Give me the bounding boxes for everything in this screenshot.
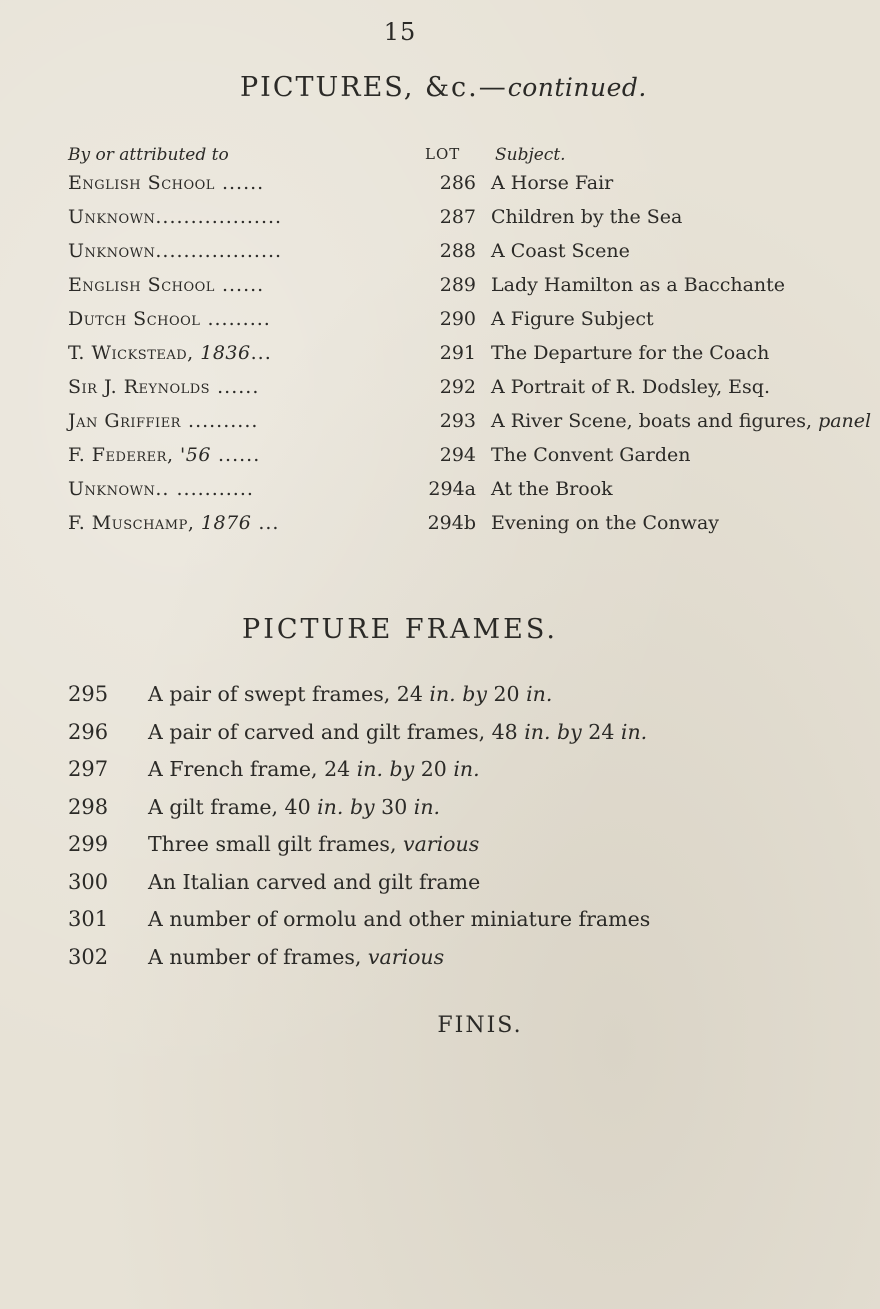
frame-description [148,795,440,819]
artist-label: English School [68,274,215,296]
leader-dots: ...... [214,274,265,296]
page-number: 15 [383,18,417,46]
picture-subject [491,172,613,194]
subject-text: At the Brook [491,478,613,500]
lot-number: 289 [439,274,476,296]
frame-unit: various [403,832,480,856]
subject-text: A Horse Fair [491,172,614,194]
subject-text: The Convent Garden [491,444,691,466]
lot-number: 294 [439,444,476,466]
lot-number: 286 [439,172,476,194]
subject-text: A Portrait of R. Dodsley, Esq. [491,376,771,398]
artist-year: '56 [173,444,211,466]
artist-label: English School [68,172,215,194]
artist-name [68,274,328,296]
subject-text: A Coast Scene [491,240,630,262]
leader-dots: ...... [210,444,261,466]
section-title [240,72,647,103]
artist-name [68,512,328,534]
lot-number: 290 [439,308,476,330]
frame-text: 20 [414,757,454,781]
artist-label: Unknown [68,240,156,262]
picture-frames-title: PICTURE FRAMES. [242,614,558,645]
frame-text: An Italian carved and gilt frame [148,869,481,894]
frame-description [148,757,480,781]
subject-text: A Figure Subject [491,308,654,330]
frame-unit: in. [620,719,648,744]
artist-label: Sir J. Reynolds [68,376,211,398]
artist-column-header: By or attributed to [68,145,229,165]
frame-lot-number: 296 [68,719,109,744]
picture-subject [491,240,630,262]
frame-description [148,907,650,931]
frame-unit: in. [453,757,480,781]
subject-column-header: Subject. [495,145,566,165]
frame-text: 20 [486,682,527,706]
picture-subject [491,376,770,398]
frame-description [148,945,444,969]
subject-text: Children by the Sea [491,206,683,228]
picture-subject [491,308,654,330]
frame-lot-number: 297 [68,757,109,781]
artist-name [68,172,328,194]
frame-lot-number: 300 [68,869,109,894]
frame-text: 24 [581,719,621,744]
frame-unit: in. [317,794,344,819]
artist-label: F. Muschamp, [68,512,195,534]
artist-name [68,240,328,262]
artist-label: Jan Griffier [68,410,181,432]
frame-unit: in. [526,682,553,706]
lot-number: 293 [439,410,476,432]
lot-number: 292 [439,376,476,398]
frame-unit: by [557,719,582,744]
lot-number: 294b [427,512,476,534]
subject-text: A River Scene, boats and figures, [491,410,819,432]
leader-dots: ......... [200,308,271,330]
frame-description [148,832,479,856]
artist-name [68,206,328,228]
artist-name [68,376,328,398]
frame-lot-number: 295 [68,682,109,706]
leader-dots: ...... [210,376,260,398]
frame-unit: by [462,682,487,706]
title-main: PICTURES, &c.— [240,72,508,103]
subject-text: Lady Hamilton as a Bacchante [491,274,786,296]
frame-text: A French frame, 24 [148,757,357,781]
leader-dots: .......... [180,410,259,432]
lot-number: 288 [439,240,476,262]
leader-dots: ...... [214,172,265,194]
frame-lot-number: 301 [68,907,109,931]
frame-text: A gilt frame, 40 [148,794,318,819]
frame-text: A number of ormolu and other miniature frames [148,907,651,931]
artist-label: Unknown [68,478,156,500]
frame-text: Three small gilt frames, [148,832,403,856]
frame-text: A pair of swept frames, 24 [148,682,430,706]
frame-text: A pair of carved and gilt frames, 48 [148,719,525,744]
picture-subject [491,512,719,534]
frame-text: 30 [374,794,414,819]
frame-description [148,720,647,744]
artist-year: 1836 [193,342,251,364]
finis-text: FINIS. [437,1013,523,1038]
frame-unit: by [349,794,375,819]
artist-name [68,478,328,500]
artist-name [68,410,328,432]
leader-dots: .. ........... [155,478,254,500]
frame-description [148,682,552,706]
frame-unit: in. [356,757,383,781]
subject-medium: panel [818,410,872,432]
artist-label: F. Federer, [68,444,174,466]
artist-name [68,444,328,466]
frame-description [148,870,480,894]
leader-dots: .................. [155,206,283,228]
frame-unit: in. [429,682,456,706]
lot-number: 294a [428,478,476,500]
picture-subject [491,444,691,466]
frame-unit: by [389,757,415,781]
title-continued: continued. [507,73,647,102]
lot-column-header: LOT [425,145,461,163]
picture-subject [491,274,785,296]
lot-number: 291 [439,342,476,364]
artist-name [68,342,328,364]
subject-text: The Departure for the Coach [491,342,770,364]
leader-dots: .................. [155,240,283,262]
leader-dots: ... [250,342,272,364]
artist-year: 1876 [194,512,252,534]
picture-subject [491,342,769,364]
frame-unit: various [367,944,445,969]
frame-lot-number: 302 [68,944,109,969]
picture-subject [491,410,871,432]
lot-number: 287 [439,206,476,228]
picture-subject [491,478,613,500]
subject-text: Evening on the Conway [491,512,720,534]
artist-label: T. Wickstead, [68,342,194,364]
artist-label: Dutch School [68,308,201,330]
frame-lot-number: 299 [68,832,109,856]
artist-name [68,308,328,330]
frame-unit: in. [413,794,441,819]
frame-unit: in. [524,719,551,744]
leader-dots: ... [251,512,280,534]
picture-subject [491,206,682,228]
artist-label: Unknown [68,206,156,228]
frame-lot-number: 298 [68,794,109,819]
frame-text: A number of frames, [148,944,368,969]
